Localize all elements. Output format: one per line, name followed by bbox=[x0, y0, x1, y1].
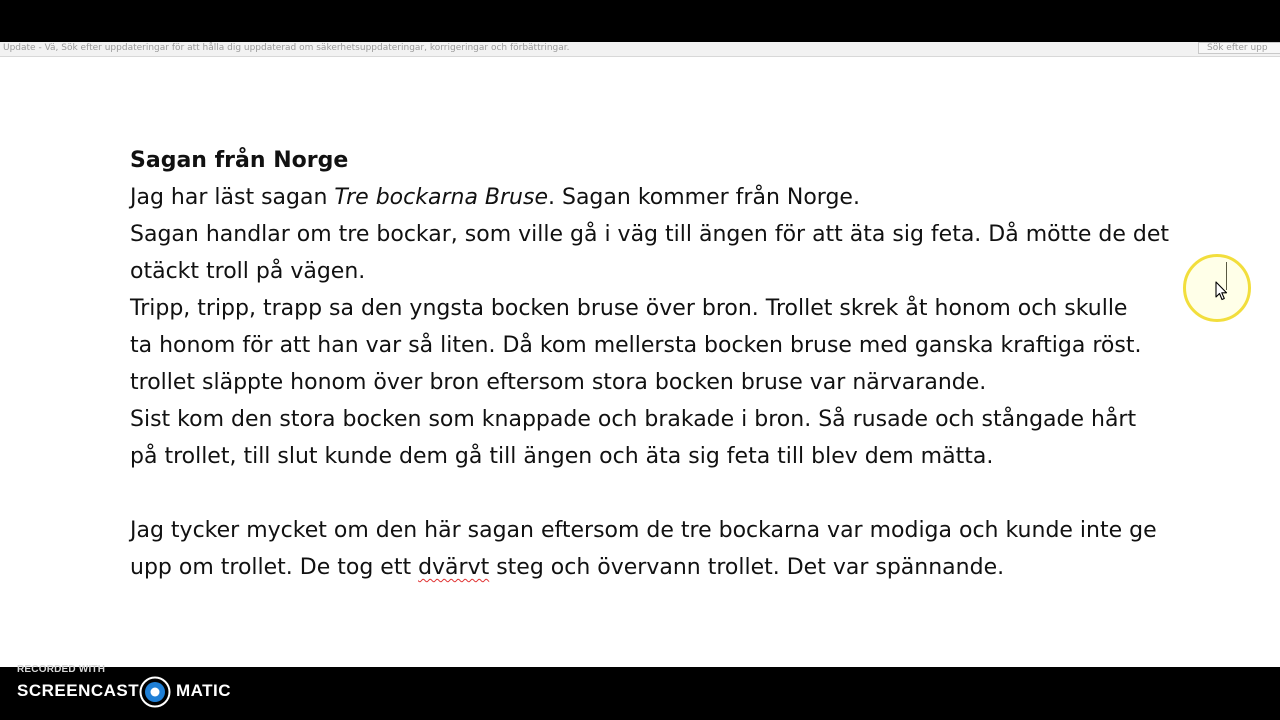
brand-text-right: MATIC bbox=[176, 681, 232, 700]
document-line: Sagan handlar om tre bockar, som ville gå i väg till ängen för att äta sig feta. Då mötte de det bbox=[130, 222, 1169, 247]
update-notification-text: Update - Vä, Sök efter uppdateringar för att hålla dig uppdaterad om säkerhetsuppdateringar, korrigeringar och förbättringar. bbox=[3, 43, 570, 53]
update-notification-bar bbox=[0, 42, 1280, 57]
misspelled-word[interactable]: dvärvt bbox=[418, 555, 490, 580]
document-line: Tripp, tripp, trapp sa den yngsta bocken bruse över bron. Trollet skrek åt honom och skulle bbox=[130, 296, 1128, 321]
document-line: otäckt troll på vägen. bbox=[130, 259, 366, 284]
document-line: på trollet, till slut kunde dem gå till ängen och äta sig feta till blev dem mätta. bbox=[130, 444, 994, 469]
check-updates-button[interactable]: Sök efter upp bbox=[1198, 42, 1280, 54]
empty-paragraph bbox=[130, 475, 1280, 512]
brand-text-left: SCREENCAST bbox=[17, 681, 140, 700]
document-body[interactable] bbox=[130, 142, 1280, 586]
text-run: . Sagan kommer från Norge. bbox=[548, 185, 860, 210]
document-line: ta honom för att han var så liten. Då kom mellersta bocken bruse med ganska kraftiga röst. bbox=[130, 333, 1142, 358]
recorded-with-label: RECORDED WITH bbox=[17, 664, 106, 675]
document-line: Sist kom den stora bocken som knappade och brakade i bron. Så rusade och stångade hårt bbox=[130, 407, 1137, 432]
text-run: upp om trollet. De tog ett bbox=[130, 555, 419, 580]
document-line bbox=[130, 549, 1280, 586]
document-line: trollet släppte honom över bron eftersom stora bocken bruse var närvarande. bbox=[130, 370, 987, 395]
text-run: steg och övervann trollet. Det var spännande. bbox=[489, 555, 1005, 580]
document-heading: Sagan från Norge bbox=[130, 148, 349, 173]
story-title: Tre bockarna Bruse bbox=[334, 185, 548, 210]
text-run: Jag har läst sagan bbox=[130, 185, 335, 210]
document-line: Jag tycker mycket om den här sagan eftersom de tre bockarna var modiga och kunde inte ge bbox=[130, 518, 1157, 543]
document-line bbox=[130, 179, 1280, 216]
mouse-pointer-icon bbox=[1215, 281, 1229, 301]
screencast-logo-icon bbox=[139, 676, 171, 708]
